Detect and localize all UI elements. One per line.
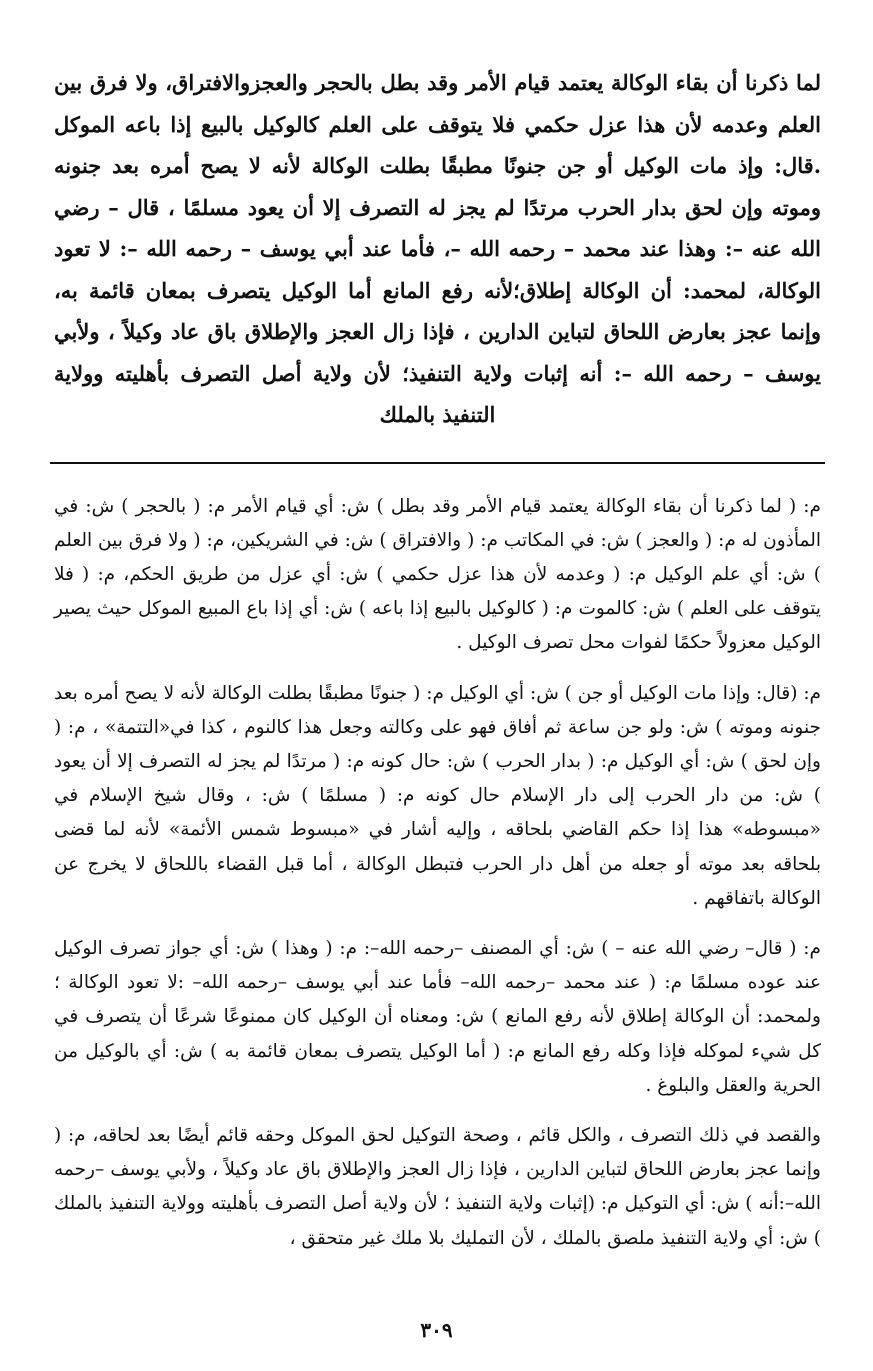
commentary-paragraph-1: م: ( لما ذكرنا أن بقاء الوكالة يعتمد قيام الأمر وقد بطل ) ش: أي قيام الأمر م: ( بالحجر ) ش: في المأذون له م: ( والعجز ) ش: في المكاتب م: ( والافتراق ) ش: في الشريكين، م: ( ولا فرق بين العلم ) ش: أي علم الوكيل م: ( وعدمه لأن هذا عزل حكمي ) ش: أي عزل من طريق الحكم، م: ( فلا يتوقف على العلم ) ش: كالموت م: ( كالوكيل بالبيع إذا باعه ) ش: أي إذا باع المبيع الموكل حيث يصير الوكيل معزولاً حكمًا لفوات محل تصرف الوكيل . (54, 495, 821, 654)
section-divider (50, 462, 825, 464)
commentary-paragraph-4: والقصد في ذلك التصرف ، والكل قائم ، وصحة التوكيل لحق الموكل وحقه قائم أيضًا بعد لحاقه، م: ( وإنما عجز بعارض اللحاق لتباين الدارين ، فإذا زال العجز والإطلاق باق عاد وكيلاً ، ولأبي يوسف –رحمه الله–:أنه ) ش: أي التوكيل م: (إثبات ولاية التنفيذ ؛ لأن ولاية أصل التصرف بأهليته وولاية التنفيذ بالملك ) ش: أي ولاية التنفيذ ملصق بالملك ، لأن التمليك بلا ملك غير متحقق ، (54, 1124, 821, 1249)
page-number: ٣٠٩ (420, 1318, 453, 1342)
commentary-paragraph-2: م: (قال: وإذا مات الوكيل أو جن ) ش: أي الوكيل م: ( جنونًا مطبقًا بطلت الوكالة لأنه لا يصح أمره بعد جنونه وموته ) ش: ولو جن ساعة ثم أفاق فهو على وكالته وجعل هذا كالنوم ، كذا في«التتمة» ، م: ( وإن لحق ) ش: أي الوكيل م: ( بدار الحرب ) ش: حال كونه م: ( مرتدًا لم يجز له التصرف إلا أن يعود ) ش: من دار الحرب إلى دار الإسلام حال كونه م: ( مسلمًا ) ش: ، وقال شيخ الإسلام في «مبسوطه» هذا إذا حكم القاضي بلحاقه ، وإليه أشار في «مبسوط شمس الأئمة» لأنه لما قضى بلحاقه بعد موته أو جعله من أهل دار الحرب فتبطل الوكالة ، أما قبل القضاء باللحاق لا يخرج عن الوكالة باتفاقهم . (54, 682, 822, 909)
main-text-block: لما ذكرنا أن بقاء الوكالة يعتمد قيام الأمر وقد بطل بالحجر والعجزوالافتراق، ولا فرق بين العلم وعدمه لأن هذا عزل حكمي فلا يتوقف على العلم كالوكيل بالبيع إذا باعه الموكل .قال: وإذ مات الوكيل أو جن جنونًا مطبقًا بطلت الوكالة لأنه لا يصح أمره بعد جنونه وموته وإن لحق بدار الحرب مرتدًا لم يجز له التصرف إلا أن يعود مسلمًا ، قال – رضي الله عنه –: وهذا عند محمد – رحمه الله –، فأما عند أبي يوسف – رحمه الله –: لا تعود الوكالة، لمحمد: أن الوكالة إطلاق؛لأنه رفع المانع أما الوكيل يتصرف بمعان قائمة به، وإنما عجز بعارض اللحاق لتباين الدارين ، فإذا زال العجز والإطلاق باق عاد وكيلاً ، ولأبي يوسف – رحمه الله –: أنه إثبات ولاية التنفيذ؛ لأن ولاية أصل التصرف بأهليته وولاية التنفيذ بالملك (54, 70, 821, 427)
commentary-section (50, 490, 825, 1256)
commentary-paragraph-3: م: ( قال– رضي الله عنه – ) ش: أي المصنف –رحمه الله–: م: ( وهذا ) ش: أي جواز تصرف الوكيل عند عوده مسلمًا م: ( عند محمد –رحمه الله– فأما عند أبي يوسف –رحمه الله– :لا تعود الوكالة ؛ ولمحمد: أن الوكالة إطلاق لأنه رفع المانع ) ش: ومعناه أن الوكيل كان ممنوعًا شرعًا أن يتصرف في كل شيء لموكله فإذا وكله رفع المانع م: ( أما الوكيل يتصرف بمعان قائمة به ) ش: أي بالوكيل من الحرية والعقل والبلوغ . (54, 937, 821, 1096)
